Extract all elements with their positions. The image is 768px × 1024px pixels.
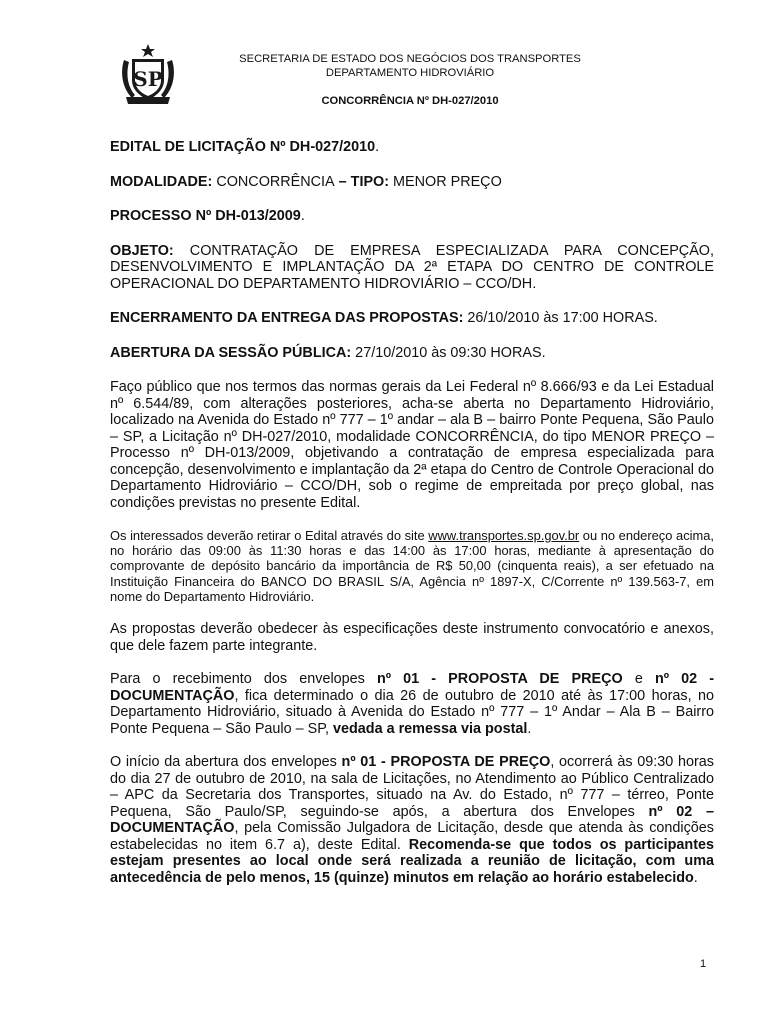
document-header [190, 52, 630, 108]
recebimento-paragraph: Para o recebimento dos envelopes nº 01 - PROPOSTA DE PREÇO e nº 02 - DOCUMENTAÇÃO, fica determinado o dia 26 de outubro de 2010 até às 17:00 horas, no Departamento Hidroviário, situado à Avenida do Estado nº 777 – 1º Andar – Ala B – Bairro Ponte Pequena – São Paulo – SP, vedada a remessa via postal. [110, 671, 715, 737]
site-link[interactable]: www.transportes.sp.gov.br [428, 528, 580, 543]
header-concorrencia: CONCORRÊNCIA Nº DH-027/2010 [321, 95, 499, 107]
page-number: 1 [700, 958, 707, 970]
edital-title: EDITAL DE LICITAÇÃO Nº DH-027/2010. [110, 139, 380, 155]
objeto-paragraph: OBJETO: CONTRATAÇÃO DE EMPRESA ESPECIALIZADA PARA CONCEPÇÃO, DESENVOLVIMENTO E IMPLANTAÇÃO DA 2ª ETAPA DO CENTRO DE CONTROLE OPERACIONAL DO DEPARTAMENTO HIDROVIÁRIO – CCO/DH. [110, 242, 714, 292]
retirada-paragraph: Os interessados deverão retirar o Edital através do site www.transportes.sp.gov.br ou no endereço acima, no horário das 09:00 às 11:30 horas e das 14:00 às 17:00 horas, mediante à apresentação do comprovante de depósito bancário da importância de R$ 50,00 (cinquenta reais), a ser efetuado na Instituição Financeira do BANCO DO BRASIL S/A, Agência nº 1897-X, C/Corrente nº 139.563-7, em nome do Departamento Hidroviário. [110, 528, 714, 604]
processo-line: PROCESSO Nº DH-013/2009. [110, 208, 305, 224]
intro-paragraph: Faço público que nos termos das normas gerais da Lei Federal nº 8.666/93 e da Lei Estadual nº 6.544/89, com alterações posteriores, acha-se aberta no Departamento Hidroviário, localizado na Avenida do Estado nº 777 – 1º andar – ala B – bairro Ponte Pequena, São Paulo – SP, a Licitação nº DH-027/2010, modalidade CONCORRÊNCIA, do tipo MENOR PREÇO – Processo nº DH-013/2009, objetivando a contratação de empresa especializada para concepção, desenvolvimento e implantação da 2ª etapa do Centro de Controle Operacional do Departamento Hidroviário – CCO/DH, sob o regime de empreitada por preço global, nas condições previstas no presente Edital. [110, 379, 714, 511]
seal-text: SP [133, 67, 163, 91]
header-secretaria: SECRETARIA DE ESTADO DOS NEGÓCIOS DOS TRANSPORTES [239, 53, 581, 65]
propostas-paragraph: As propostas deverão obedecer às especificações deste instrumento convocatório e anexos, que dele fazem parte integrante. [110, 621, 714, 654]
abertura-line: ABERTURA DA SESSÃO PÚBLICA: 27/10/2010 às 09:30 HORAS. [110, 344, 546, 361]
header-departamento: DEPARTAMENTO HIDROVIÁRIO [325, 67, 495, 79]
modalidade-line: MODALIDADE: CONCORRÊNCIA – TIPO: MENOR PREÇO [110, 173, 502, 190]
abertura-envelopes-paragraph: O início da abertura dos envelopes nº 01 - PROPOSTA DE PREÇO, ocorrerá às 09:30 horas do dia 27 de outubro de 2010, na sala de Licitações, no Atendimento ao Público Centralizado – APC da Secretaria dos Transportes, situado na Av. do Estado, nº 777 – térreo, Ponte Pequena, São Paulo/SP, seguindo-se após, a abertura dos Envelopes nº 02 – DOCUMENTAÇÃO, pela Comissão Julgadora de Licitação, desde que atenda às condições estabelecidas no item 6.7 a), deste Edital. Recomenda-se que todos os participantes estejam presentes ao local onde será realizada a reunião de licitação, com uma antecedência de pelo menos, 15 (quinze) minutos em relação ao horário estabelecido. [110, 754, 714, 886]
sp-coat-of-arms-icon [118, 42, 178, 106]
document-body [110, 139, 714, 886]
encerramento-line: ENCERRAMENTO DA ENTREGA DAS PROPOSTAS: 26/10/2010 às 17:00 HORAS. [110, 310, 658, 326]
